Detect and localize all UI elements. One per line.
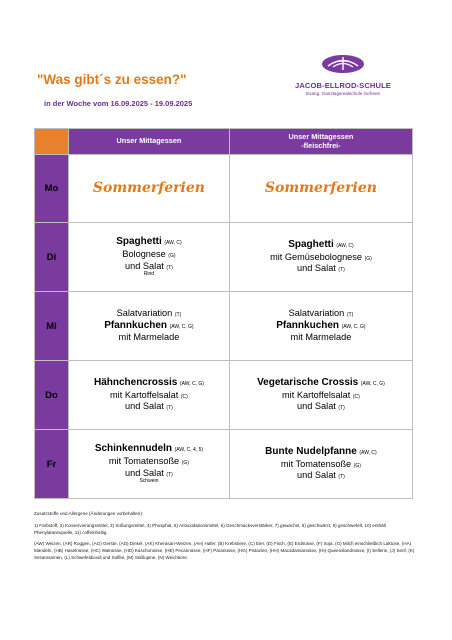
meal-line	[230, 401, 412, 413]
meal-side: Salatvariation	[288, 307, 345, 318]
meal-side: und Salat	[297, 401, 336, 412]
meal-side: und Salat	[125, 467, 164, 478]
meal-cell	[69, 223, 230, 292]
meal-line	[69, 236, 229, 249]
meal-cell	[69, 155, 230, 223]
meal-line	[230, 252, 412, 264]
meal-cell	[229, 292, 412, 361]
column-header-regular	[69, 129, 230, 155]
allergen-code: (T)	[346, 311, 354, 318]
day-label: Mo	[35, 155, 69, 223]
meal-main: Pfannkuchen	[104, 319, 168, 331]
meal-side: und Salat	[125, 401, 164, 412]
allergen-code: (C)	[180, 393, 188, 400]
meal-line	[69, 401, 229, 413]
meal-main: Vegetarische Crossis	[257, 376, 359, 388]
allergen-code: (G)	[364, 255, 372, 262]
meal-side: mit Kartoffelsalat	[282, 389, 351, 400]
meal-line	[69, 249, 229, 261]
meal-line	[69, 332, 229, 344]
row-tuesday	[35, 223, 413, 292]
menu-table	[34, 128, 413, 499]
meal-line	[230, 470, 412, 482]
allergen-code: (AW, C, G)	[360, 380, 385, 387]
allergen-code: (AW, C, 4, 5)	[174, 447, 204, 454]
school-emblem-icon	[319, 53, 367, 75]
meal-side: mit Kartoffelsalat	[110, 389, 179, 400]
week-range: in der Woche vom 16.09.2025 - 19.09.2025	[44, 99, 193, 108]
row-wednesday	[35, 292, 413, 361]
school-logo	[288, 53, 398, 96]
row-friday	[35, 430, 413, 499]
meal-line	[69, 390, 229, 402]
meal-line	[69, 308, 229, 320]
allergen-code: (T)	[338, 267, 345, 274]
meal-line	[230, 332, 412, 344]
allergen-code: (C)	[352, 393, 360, 400]
meal-line	[230, 459, 412, 471]
meal-side: mit Tomatensoße	[280, 458, 352, 469]
column-header-vegetarian	[229, 129, 412, 155]
allergen-code: (T)	[174, 311, 182, 318]
meal-side: mit Tomatensoße	[108, 455, 180, 466]
allergen-code: (T)	[166, 471, 173, 478]
logo-subtitle: Evang. Ganztagsrealschule Gefrees	[306, 91, 380, 96]
meal-line	[230, 263, 412, 275]
meal-side: und Salat	[297, 470, 336, 481]
holiday-text: Sommerferien	[92, 179, 205, 196]
meal-cell	[69, 292, 230, 361]
meal-main: Spaghetti	[288, 238, 334, 250]
allergen-code: (AW, C, G)	[179, 380, 204, 387]
logo-name: JACOB-ELLROD-SCHULE	[295, 81, 391, 90]
day-label: Fr	[35, 430, 69, 499]
page-title: "Was gibt´s zu essen?"	[37, 72, 187, 87]
meal-side: mit Gemüsebolognese	[270, 251, 362, 262]
allergen-code: (T)	[166, 405, 173, 412]
column-header-regular-label: Unser Mittagessen	[116, 136, 182, 146]
day-label: Mi	[35, 292, 69, 361]
allergen-code: (AW, C, G)	[169, 323, 194, 330]
meal-line	[69, 443, 229, 456]
allergen-code: (AW, C)	[359, 449, 377, 456]
column-header-vegetarian-line1: Unser Mittagessen	[288, 132, 354, 142]
meal-main: Pfannkuchen	[276, 319, 340, 331]
meal-line	[230, 446, 412, 459]
meal-main: Bunte Nudelpfanne	[265, 445, 357, 457]
meal-main: Hähnchencrossis	[93, 376, 178, 388]
allergen-code: (G)	[181, 459, 189, 466]
meal-line	[230, 239, 412, 252]
allergen-code: (T)	[338, 405, 345, 412]
day-label: Di	[35, 223, 69, 292]
allergen-code: (G)	[168, 252, 176, 259]
meal-line	[230, 377, 412, 390]
meal-cell	[69, 430, 230, 499]
row-thursday	[35, 361, 413, 430]
column-header-vegetarian-line2: -fleischfrei-	[301, 140, 341, 150]
meat-type: Rind	[143, 271, 155, 278]
meal-cell	[229, 223, 412, 292]
meal-line	[230, 308, 412, 320]
meal-side: und Salat	[125, 260, 164, 271]
meal-side: Bolognese	[122, 248, 166, 259]
meal-side: mit Marmelade	[118, 332, 180, 343]
meal-line	[69, 377, 229, 390]
meal-side: Salatvariation	[116, 307, 173, 318]
meal-cell	[229, 361, 412, 430]
holiday-text: Sommerferien	[264, 179, 377, 196]
row-monday	[35, 155, 413, 223]
allergen-code: (T)	[166, 264, 173, 271]
meal-main: Schinkennudeln	[94, 443, 173, 455]
meal-line	[230, 320, 412, 333]
allergen-code: (AW, C)	[336, 242, 354, 249]
meal-side: und Salat	[297, 263, 336, 274]
day-label: Do	[35, 361, 69, 430]
meal-cell	[229, 155, 412, 223]
header-corner	[35, 129, 69, 155]
meal-side: mit Marmelade	[290, 332, 352, 343]
allergen-code: (G)	[353, 462, 361, 469]
allergen-notes	[34, 511, 416, 567]
meal-line	[69, 456, 229, 468]
additives-list: 1) Farbstoff, 2) Konservierungsmittel, 3) Süßungsmittel, 4) Phosphat, 5) Antioxidationsmittel, 6) Geschmacksverstärker, 7) gewachst, 8) geschwärzt, 9) geschwefelt, 10) enthält Phenylalaninquelle, 11) coffeinhaltig.	[34, 522, 386, 535]
header-row	[35, 129, 413, 155]
allergen-code: (T)	[338, 474, 345, 481]
notes-heading: Zusatzstoffe und Allergene (Änderungen vorbehalten):	[34, 511, 144, 516]
allergen-code: (AW, C)	[164, 240, 182, 247]
meat-type: Schwein	[139, 478, 159, 485]
allergens-list: (AW) Weizen, (AR) Roggen, (AG) Gerste, (AD) Dinkel, (AK) Kherasan-Weizen, (AH) Hafer, (B) Krebstiere, (C) Eier, (D) Fisch, (E) Erdnüsse, (F) Soja, (G) Milch einschließlich Laktose, (HA) Mandeln, (HB) Haselnüsse, (HC) Walnüsse, (HD) Kaschunüsse, (HE) Pecannüsse, (HF) Paranüsse, (HG) Pistazien, (HH) Macadamianüsse, (HI) Queenslandnüsse, (I) Sellerie, (J) Senf, (K) Sesamsamen, (L) Schwefeldioxid und Sulfite, (M) Süßlupine, (N) Weichtiere.	[34, 541, 415, 561]
meal-cell	[69, 361, 230, 430]
meal-main: Spaghetti	[116, 236, 162, 248]
meal-cell	[229, 430, 412, 499]
meal-line	[69, 320, 229, 333]
allergen-code: (AW, C, G)	[341, 323, 366, 330]
meal-line	[230, 390, 412, 402]
